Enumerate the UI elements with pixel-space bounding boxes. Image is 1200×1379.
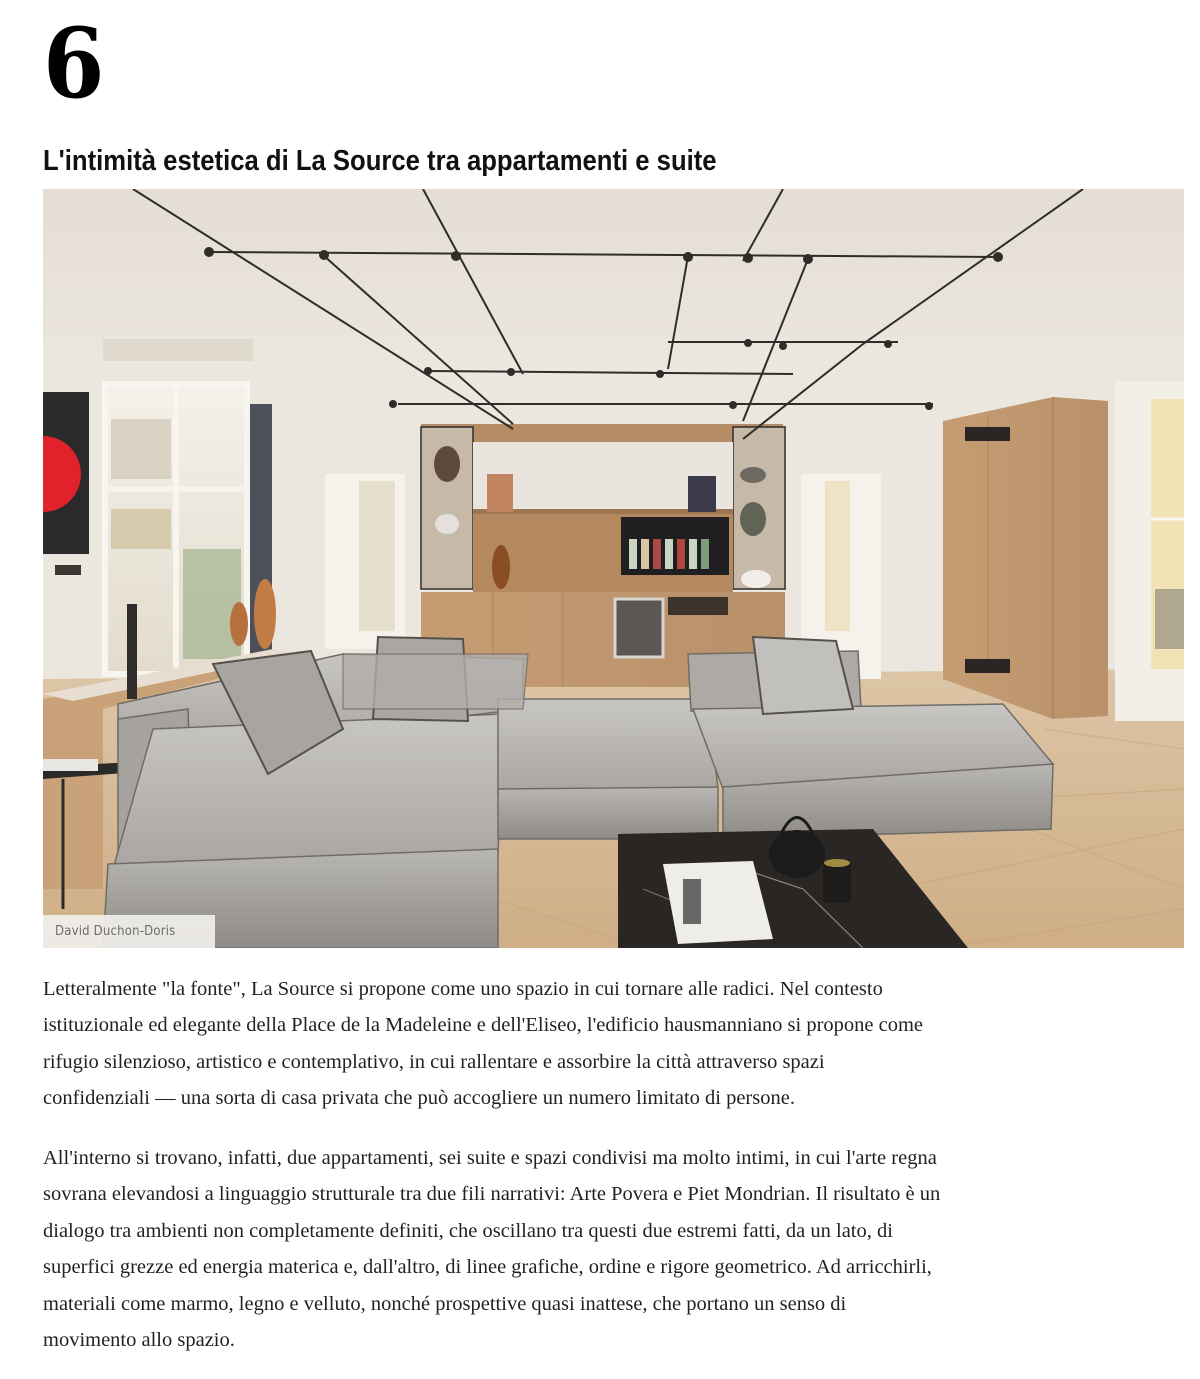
- paragraph-line: All'interno si trovano, infatti, due appartamenti, sei suite e spazi condivisi ma molto intimi, in cui l'arte regna: [43, 1147, 937, 1169]
- photo-credit: David Duchon-Doris: [43, 915, 215, 948]
- paragraph-line: movimento allo spazio.: [43, 1329, 235, 1352]
- paragraph-line: sovrana elevandosi a linguaggio strutturale tra due fili narrativi: Arte Povera e Piet Mondrian. Il risultato è un: [43, 1183, 941, 1206]
- section-title: L'intimità estetica di La Source tra appartamenti e suite: [43, 145, 717, 177]
- paragraph-line: confidenziali — una sorta di casa privata che può accogliere un numero limitato di persone.: [43, 1087, 795, 1110]
- paragraph-interior: [43, 1140, 1185, 1358]
- article-photo: [43, 189, 1184, 948]
- paragraph-line: rifugio silenzioso, artistico e contemplativo, in cui rallentare e assorbire la città attraverso spazi: [43, 1050, 825, 1073]
- interior-photo-illustration: [43, 189, 1184, 948]
- paragraph-line: superfici grezze ed energia materica e, dall'altro, di linee grafiche, ordine e rigore geometrico. Ad arricchirli,: [43, 1256, 932, 1279]
- paragraph-line: Letteralmente "la fonte", La Source si propone come uno spazio in cui tornare alle radici. Nel contesto: [43, 978, 883, 1000]
- paragraph-line: dialogo tra ambienti non completamente definiti, che oscillano tra questi due estremi fatti, da un lato, di: [43, 1219, 893, 1242]
- paragraph-line: istituzionale ed elegante della Place de la Madeleine e dell'Eliseo, l'edificio hausmanniano si propone come: [43, 1014, 924, 1037]
- paragraph-intro: [43, 971, 1185, 1117]
- paragraph-line: materiali come marmo, legno e velluto, nonché prospettive quasi inattese, che portano un senso di: [43, 1292, 847, 1315]
- section-number: 6: [43, 7, 103, 120]
